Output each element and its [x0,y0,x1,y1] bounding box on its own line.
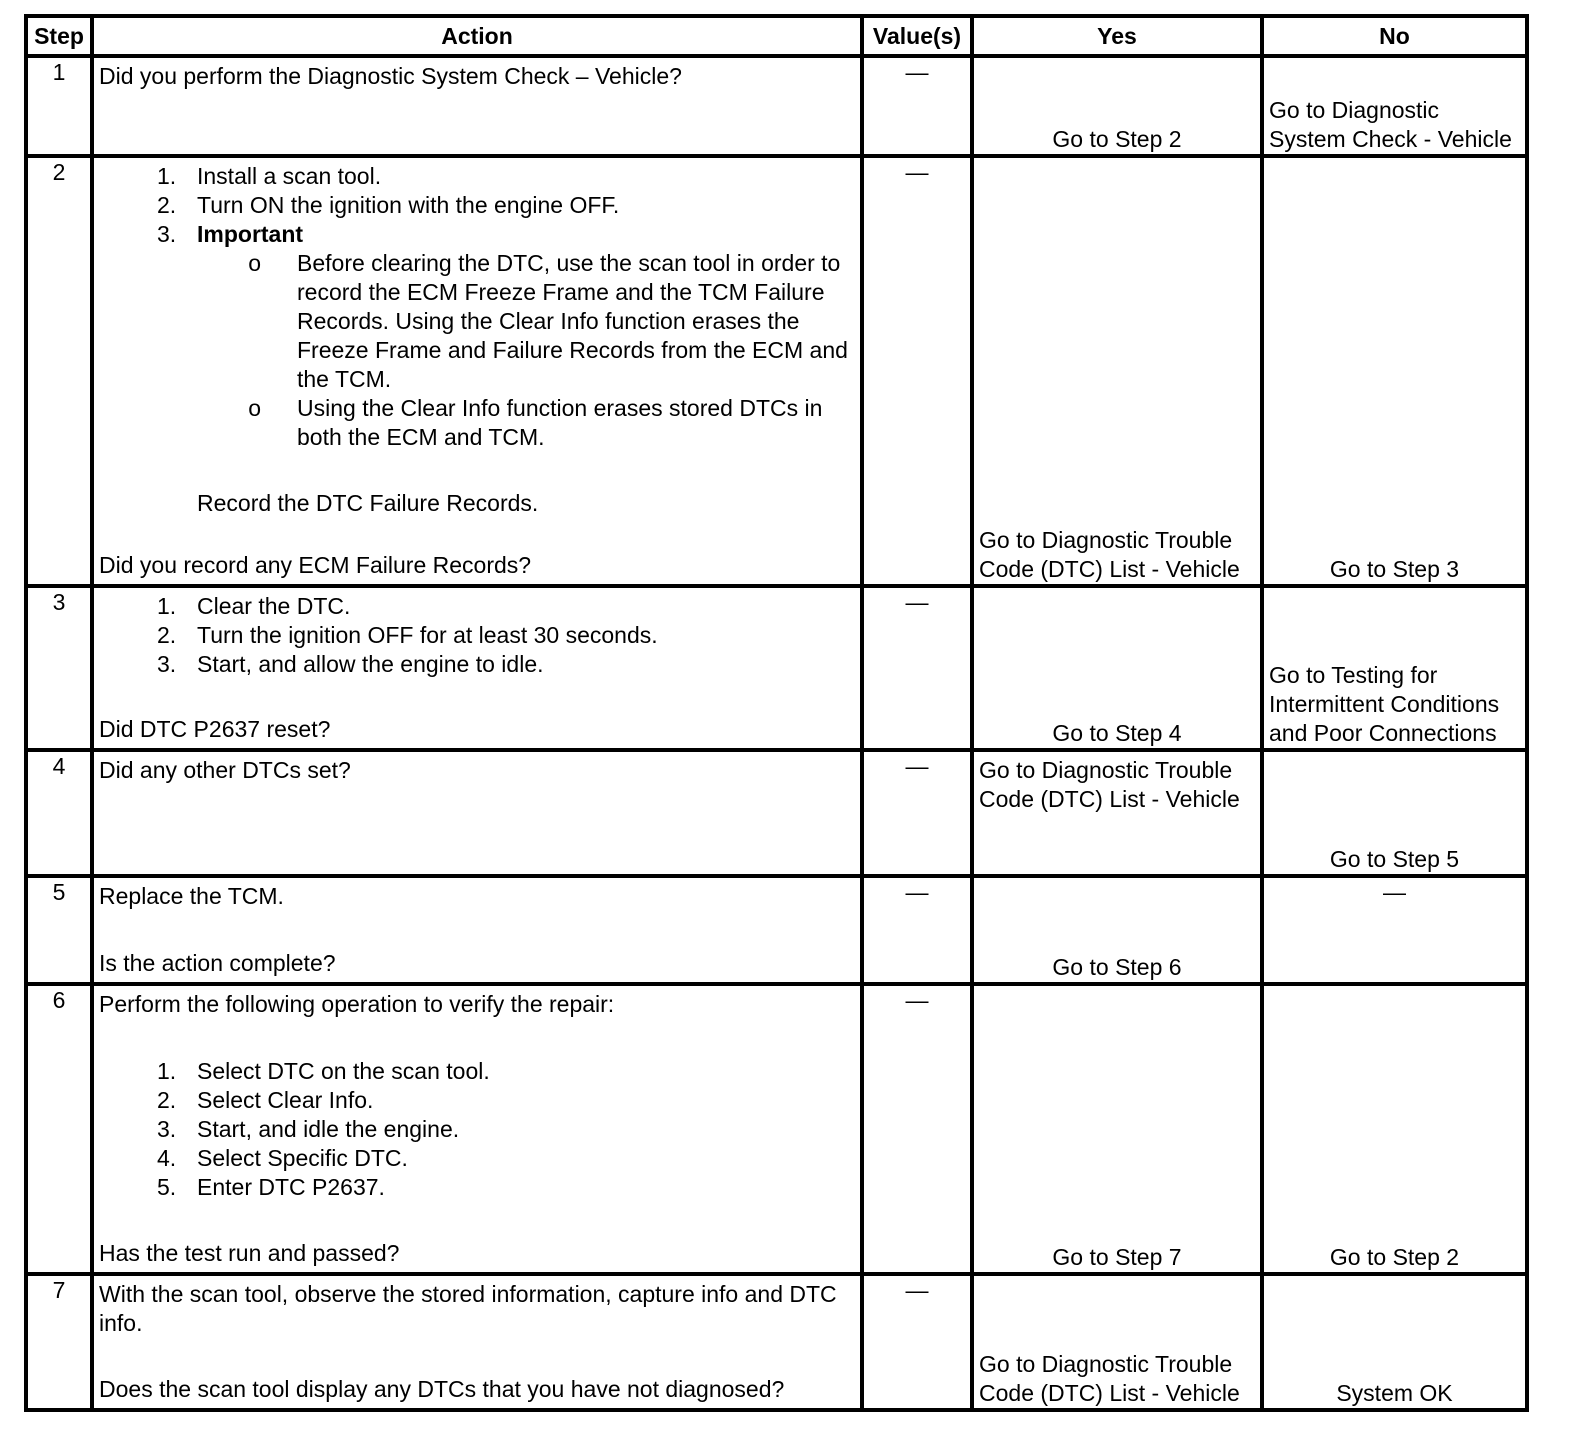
no-text: Go to Testing for Intermittent Conditions and Poor Connections [1269,662,1500,746]
action-question: Did DTC P2637 reset? [99,716,331,742]
list-item: 2. Select Clear Info. [157,1087,374,1113]
list-item: 3. Start, and allow the engine to idle. [157,651,544,677]
header-step: Step [26,16,92,56]
table-row-1 [26,56,1527,156]
step-number: 5 [26,876,92,984]
list-item: 3. Start, and idle the engine. [157,1116,460,1142]
action-text: With the scan tool, observe the stored information, capture info and DTC info. [99,1281,837,1336]
step-number: 6 [26,984,92,1274]
header-yes: Yes [972,16,1262,56]
list-item: 1. Clear the DTC. [157,593,351,619]
yes-cell [972,984,1262,1274]
yes-text: Go to Step 2 [1052,126,1182,152]
value-cell: — [862,1274,972,1410]
yes-cell [972,156,1262,586]
action-cell [92,984,862,1274]
no-text: Go to Diagnostic System Check - Vehicle [1269,97,1512,152]
action-text: Perform the following operation to verify the repair: [99,991,615,1017]
yes-cell [972,586,1262,750]
value-cell: — [862,156,972,586]
yes-cell [972,750,1262,876]
yes-text: Go to Diagnostic Trouble Code (DTC) List - Vehicle [979,757,1240,812]
action-text: Replace the TCM. [99,883,284,909]
action-cell [92,876,862,984]
no-cell [1262,1274,1527,1410]
table-row-2 [26,156,1527,586]
step-number: 3 [26,586,92,750]
table-row-7 [26,1274,1527,1410]
important-bullets [99,249,855,452]
no-cell [1262,586,1527,750]
no-text: Go to Step 2 [1329,1244,1460,1270]
table-row-6 [26,984,1527,1274]
yes-cell [972,876,1262,984]
no-cell [1262,156,1527,586]
list-item: 1. Select DTC on the scan tool. [157,1058,490,1084]
step-number: 7 [26,1274,92,1410]
action-steps-list [99,592,855,679]
list-item: o Using the Clear Info function erases stored DTCs in both the ECM and TCM. [248,395,823,450]
action-cell [92,56,862,156]
no-cell: — [1262,876,1527,984]
list-item: o Before clearing the DTC, use the scan tool in order to record the ECM Freeze Frame and the TCM Failure Records. Using the Clear Info function erases the Freeze Frame and Failure Records from the ECM and the TCM. [248,250,848,392]
no-text: System OK [1336,1380,1453,1406]
value-cell: — [862,56,972,156]
table-row-4 [26,750,1527,876]
list-item: 3. Important [157,221,304,247]
list-item: 4. Select Specific DTC. [157,1145,408,1171]
header-no: No [1262,16,1527,56]
step-number: 1 [26,56,92,156]
no-cell [1262,56,1527,156]
action-cell [92,750,862,876]
action-question: Does the scan tool display any DTCs that you have not diagnosed? [99,1376,785,1402]
action-steps-list [99,162,855,249]
yes-cell [972,56,1262,156]
header-action: Action [92,16,862,56]
action-question: Has the test run and passed? [99,1240,400,1266]
no-cell [1262,750,1527,876]
yes-text: Go to Diagnostic Trouble Code (DTC) List - Vehicle [979,527,1240,582]
action-cell [92,586,862,750]
diagnostic-table-container [24,14,1529,1412]
table-row-3 [26,586,1527,750]
value-cell: — [862,586,972,750]
header-row [26,16,1527,56]
header-values: Value(s) [862,16,972,56]
action-text: Did any other DTCs set? [99,757,351,783]
action-steps-list [99,1057,855,1202]
step-number: 2 [26,156,92,586]
action-question: Did you record any ECM Failure Records? [99,552,532,578]
diagnostic-table [24,14,1529,1412]
step-number: 4 [26,750,92,876]
list-item: 2. Turn the ignition OFF for at least 30 seconds. [157,622,658,648]
no-text: Go to Step 3 [1329,556,1460,582]
action-note: Record the DTC Failure Records. [197,490,539,516]
action-cell [92,156,862,586]
list-item: 1. Install a scan tool. [157,163,382,189]
yes-text: Go to Step 6 [1052,954,1182,980]
action-question: Is the action complete? [99,950,336,976]
yes-text: Go to Diagnostic Trouble Code (DTC) List - Vehicle [979,1351,1240,1406]
list-item: 5. Enter DTC P2637. [157,1174,385,1200]
value-cell: — [862,984,972,1274]
yes-text: Go to Step 7 [1052,1244,1182,1270]
list-item: 2. Turn ON the ignition with the engine OFF. [157,192,620,218]
value-cell: — [862,876,972,984]
action-text: Did you perform the Diagnostic System Check – Vehicle? [99,63,682,89]
value-cell: — [862,750,972,876]
action-cell [92,1274,862,1410]
yes-text: Go to Step 4 [1052,720,1182,746]
table-row-5 [26,876,1527,984]
yes-cell [972,1274,1262,1410]
no-text: Go to Step 5 [1329,846,1460,872]
no-cell [1262,984,1527,1274]
